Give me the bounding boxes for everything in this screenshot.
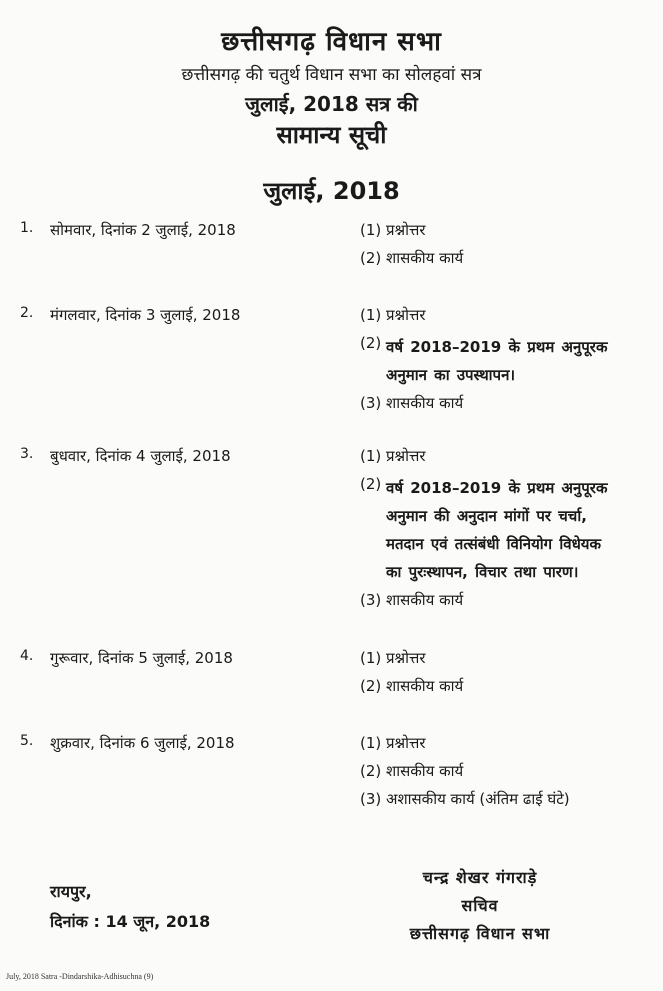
agenda-item-text: शासकीय कार्य (386, 249, 464, 267)
agenda-items (360, 446, 660, 618)
entry-day-date: बुधवार, दिनांक 4 जुलाई, 2018 (50, 447, 231, 465)
agenda-item-index: (1) (360, 221, 382, 239)
place: रायपुर, (50, 882, 92, 901)
agenda-item (360, 446, 660, 466)
signatory-designation: सचिव (461, 896, 499, 915)
agenda-item-index: (1) (360, 734, 382, 752)
agenda-item-text: शासकीय कार्य (386, 762, 464, 780)
entry-number: 5. (20, 733, 34, 749)
agenda-item (360, 761, 660, 781)
agenda-item (360, 474, 660, 586)
list-title: सामान्य सूची (276, 121, 387, 149)
entry-day-date: शुक्रवार, दिनांक 6 जुलाई, 2018 (50, 734, 235, 752)
agenda-item (360, 590, 660, 610)
agenda-item (360, 789, 660, 809)
agenda-item-text: वर्ष 2018–2019 के प्रथम अनुपूरक अनुमान की अनुदान मांगों पर चर्चा, मतदान एवं तत्संबंधी विनियोग विधेयक का पुरःस्थापन, विचार तथा पारण। (386, 479, 608, 581)
agenda-item-index: (3) (360, 394, 382, 412)
agenda-items (360, 220, 660, 276)
entry-number: 3. (20, 446, 34, 462)
issue-date: दिनांक : 14 जून, 2018 (50, 912, 211, 931)
agenda-item-text: प्रश्नोत्तर (386, 734, 426, 752)
session-label: जुलाई, 2018 सत्र की (245, 92, 418, 116)
agenda-item (360, 676, 660, 696)
assembly-session-subtitle: छत्तीसगढ़ की चतुर्थ विधान सभा का सोलहवां सत्र (181, 65, 482, 85)
agenda-item-index: (2) (360, 475, 382, 493)
agenda-item-text: प्रश्नोत्तर (386, 447, 426, 465)
agenda-item (360, 305, 660, 325)
signatory-name: चन्द्र शेखर गंगराड़े (422, 868, 538, 887)
agenda-item-index: (2) (360, 249, 382, 267)
agenda-item-index: (2) (360, 762, 382, 780)
agenda-item-text: प्रश्नोत्तर (386, 306, 426, 324)
entry-number: 4. (20, 648, 34, 664)
entry-number: 2. (20, 305, 34, 321)
agenda-items (360, 305, 660, 421)
entry-number: 1. (20, 220, 34, 236)
month-heading: जुलाई, 2018 (263, 177, 400, 205)
entry-day-date: मंगलवार, दिनांक 3 जुलाई, 2018 (50, 306, 241, 324)
agenda-item-index: (3) (360, 790, 382, 808)
entry-day-date: गुरूवार, दिनांक 5 जुलाई, 2018 (50, 649, 233, 667)
agenda-item (360, 248, 660, 268)
agenda-item-text: प्रश्नोत्तर (386, 221, 426, 239)
agenda-item (360, 220, 660, 240)
place-date-block (50, 880, 210, 940)
agenda-item-index: (3) (360, 591, 382, 609)
agenda-item-text: शासकीय कार्य (386, 394, 464, 412)
agenda-item-text: वर्ष 2018–2019 के प्रथम अनुपूरक अनुमान का उपस्थापन। (386, 338, 608, 384)
agenda-item-text: शासकीय कार्य (386, 591, 464, 609)
agenda-item (360, 648, 660, 668)
document-title: छत्तीसगढ़ विधान सभा (221, 27, 442, 57)
agenda-item (360, 333, 660, 389)
signatory-office: छत्तीसगढ़ विधान सभा (409, 924, 551, 943)
agenda-item-text: शासकीय कार्य (386, 677, 464, 695)
agenda-item-text: प्रश्नोत्तर (386, 649, 426, 667)
agenda-item-index: (1) (360, 649, 382, 667)
signatory-block (360, 866, 600, 950)
agenda-item (360, 733, 660, 753)
page-note: July, 2018 Satra -Dindarshika-Adhisuchna (9) (6, 972, 154, 981)
agenda-items (360, 733, 660, 817)
agenda-item-text: अशासकीय कार्य (अंतिम ढाई घंटे) (386, 790, 570, 808)
agenda-item-index: (1) (360, 306, 382, 324)
agenda-item-index: (2) (360, 334, 382, 352)
agenda-item (360, 393, 660, 413)
agenda-item-index: (1) (360, 447, 382, 465)
agenda-item-index: (2) (360, 677, 382, 695)
agenda-items (360, 648, 660, 704)
entry-day-date: सोमवार, दिनांक 2 जुलाई, 2018 (50, 221, 236, 239)
